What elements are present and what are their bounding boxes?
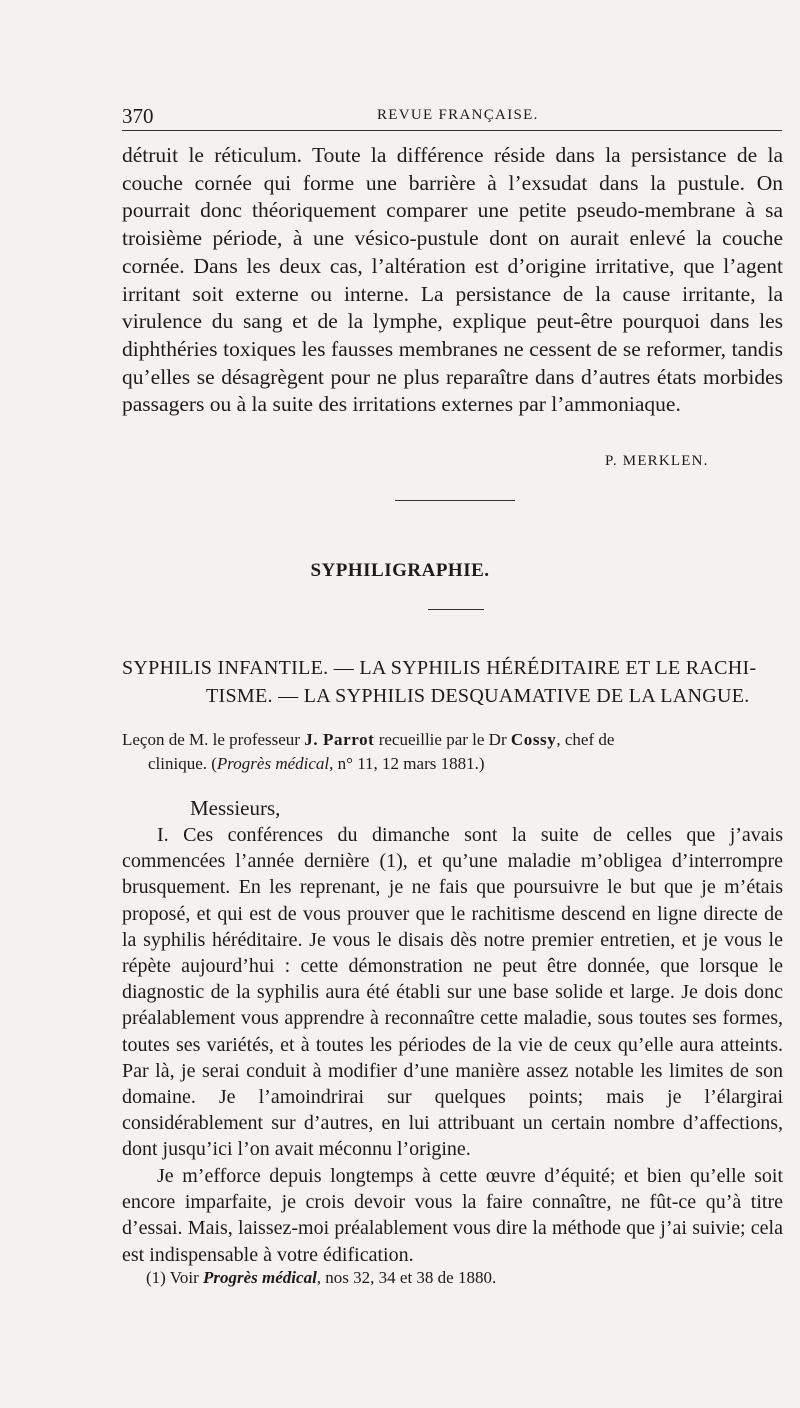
byline-text: recueillie par le Dr bbox=[374, 730, 511, 749]
body-paragraph-2: Je m’efforce depuis longtemps à cette œuvre d’équité; et bien qu’elle soit encore imparfaite, je crois devoir vous la faire connaître, ne fût-ce qu’à titre d’essai. Mais, laissez-moi préalablement vous dire la méthode que j’ai suivie; cela est indispensable à votre édification. bbox=[122, 1165, 783, 1266]
footnote-text: (1) Voir bbox=[146, 1268, 203, 1287]
byline-text: , n° 11, 12 mars 1881.) bbox=[329, 754, 485, 773]
byline-text: , chef de bbox=[556, 730, 615, 749]
article-separator-rule bbox=[395, 500, 515, 501]
byline-line-2 bbox=[122, 754, 485, 773]
page-number: 370 bbox=[122, 104, 154, 128]
byline-text: Leçon de M. le professeur bbox=[122, 730, 305, 749]
header-rule bbox=[122, 130, 782, 131]
running-head: REVUE FRANÇAISE. bbox=[377, 107, 539, 123]
footnote-text: , nos 32, 34 et 38 de 1880. bbox=[316, 1268, 497, 1287]
article-title-line-1: SYPHILIS INFANTILE. — LA SYPHILIS HÉRÉDITAIRE ET LE RACHI- bbox=[122, 657, 757, 679]
article-byline bbox=[122, 728, 783, 776]
section-title: SYPHILIGRAPHIE. bbox=[310, 560, 490, 581]
page-header bbox=[122, 104, 782, 128]
article-title bbox=[122, 654, 783, 710]
collector-name: Cossy bbox=[510, 730, 557, 749]
section-rule bbox=[428, 609, 484, 610]
byline-text: clinique. ( bbox=[148, 754, 217, 773]
professor-name: J. Parrot bbox=[304, 730, 375, 749]
continuation-paragraph: détruit le réticulum. Toute la différence réside dans la persistance de la couche cornée qui forme une barrière à l’exsudat dans la pustule. On pourrait donc théoriquement comparer une petite pseudo-membrane à sa troisième période, à une vésico-pustule dont on aurait enlevé la couche cornée. Dans les deux cas, l’altération est d’origine irritative, que l’agent irritant soit externe ou interne. La persistance de la cause irritante, la virulence du sang et de la lymphe, explique peut-être pourquoi dans les diphthéries toxiques les fausses membranes ne cessent de se reformer, tandis qu’elles se désagrègent pour ne plus reparaître dans d’autres états morbides passagers ou à la suite des irritations externes par l’ammoniaque. bbox=[122, 143, 783, 417]
footnote bbox=[146, 1268, 496, 1288]
body-paragraph-1: I. Ces conférences du dimanche sont la suite de celles que j’avais commencées l’année dernière (1), et qu’une maladie m’obligea d’interrompre brusquement. En les reprenant, je ne fais que poursuivre le but que je m’étais proposé, et qui est de vous prouver que le rachitisme descend en ligne directe de la syphilis héréditaire. Je vous le disais dès notre premier entretien, et je vous le répète aujourd’hui : cette démonstration ne peut être donnée, que lorsque le diagnostic de la syphilis aura été établi sur une base solide et large. Je dois donc préalablement vous apprendre à reconnaître cette maladie, sous toutes ses formes, toutes ses variétés, et à toutes les périodes de la vie de ceux qu’elle aura atteints. Par là, je serai conduit à modifier d’une manière assez notable les limites de son domaine. Je l’amoindrirai sur quelques points; mais je l’élargirai considérablement sur d’autres, en lui attribuant un certain nombre d’affections, dont jusqu’ici l’on avait méconnu l’origine. bbox=[122, 824, 783, 1161]
footnote-journal: Progrès médical bbox=[203, 1268, 317, 1287]
journal-name: Progrès médical bbox=[216, 754, 330, 773]
salutation: Messieurs, bbox=[190, 796, 281, 820]
article-title-line-2: TISME. — LA SYPHILIS DESQUAMATIVE DE LA LANGUE. bbox=[206, 685, 750, 707]
author-signature: P. MERKLEN. bbox=[605, 453, 709, 469]
